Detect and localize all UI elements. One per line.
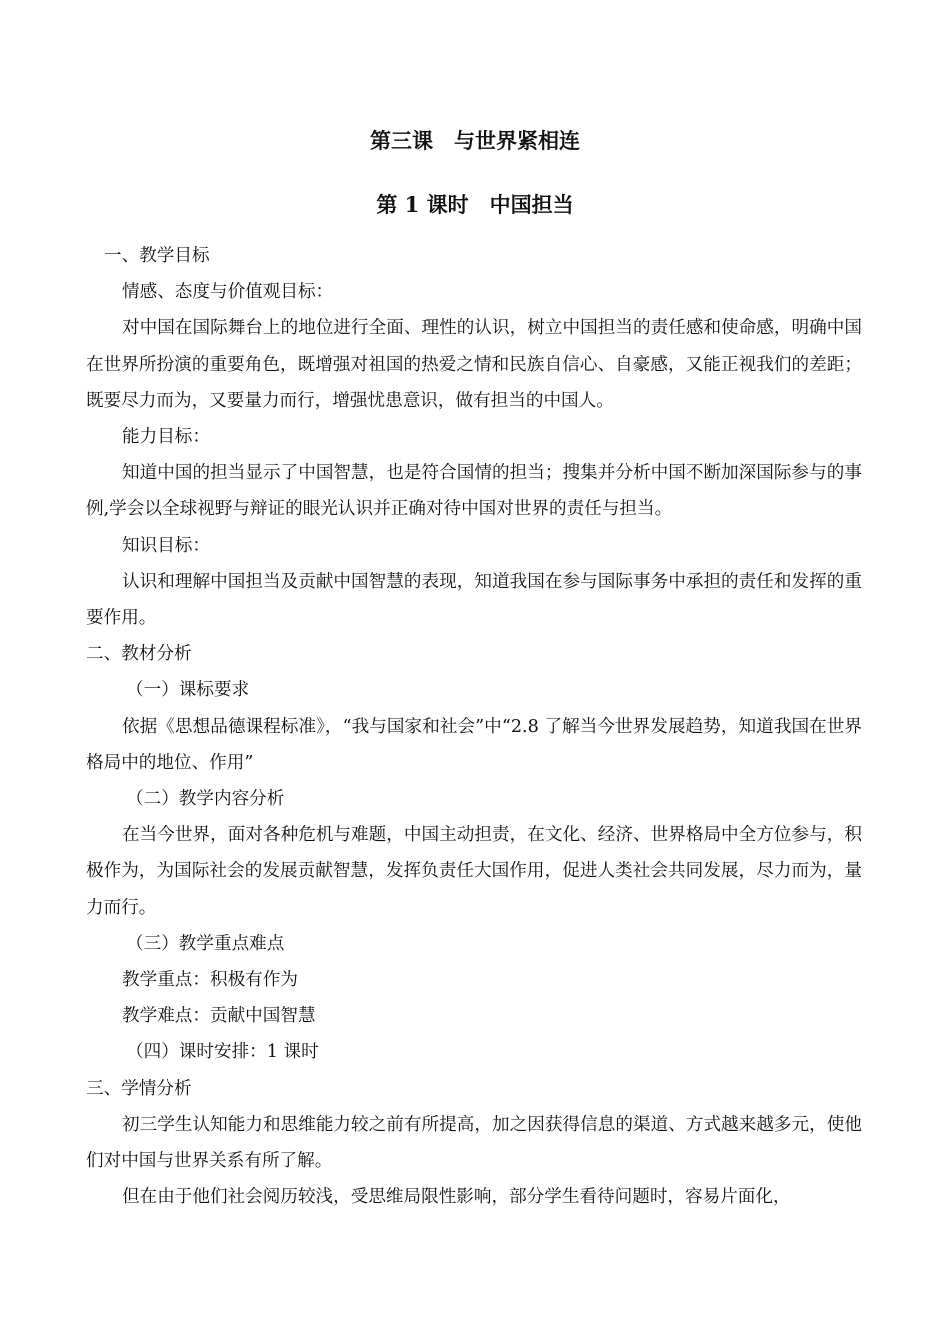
emotion-goal-label: 情感、态度与价值观目标：: [122, 282, 334, 303]
students-paragraph-2: 但在由于他们社会阅历较浅，受思维局限性影响，部分学生看待问题时，容易片面化，: [122, 1187, 791, 1208]
subsection-content-label: （二）教学内容分析: [126, 789, 285, 810]
section-heading-material: 二、教材分析: [86, 644, 192, 665]
subsection-standards-text: 依据《思想品德课程标准》，“我与国家和社会”中“2.8 了解当今世界发展趋势，知道我国在世界格局中的地位、作用”: [86, 716, 862, 773]
section-heading-students: 三、学情分析: [86, 1078, 192, 1099]
ability-goal-label: 能力目标：: [122, 427, 210, 448]
ability-goal-text: 知道中国的担当显示了中国智慧，也是符合国情的担当；搜集并分析中国不断加深国际参与的事例,学会以全球视野与辩证的眼光认识并正确对待中国对世界的责任与担当。: [86, 463, 862, 520]
students-paragraph-1: 初三学生认知能力和思维能力较之前有所提高，加之因获得信息的渠道、方式越来越多元，使他们对中国与世界关系有所了解。: [86, 1114, 862, 1172]
subsection-content-text: 在当今世界，面对各种危机与难题，中国主动担责，在文化、经济、世界格局中全方位参与，积极作为，为国际社会的发展贡献智慧，发挥负责任大国作用，促进人类社会共同发展，尽力而为，量力而行。: [86, 825, 862, 918]
knowledge-goal-label: 知识目标：: [122, 535, 210, 556]
emotion-goal-text: 对中国在国际舞台上的地位进行全面、理性的认识，树立中国担当的责任感和使命感，明确中国在世界所扮演的重要角色，既增强对祖国的热爱之情和民族自信心、自豪感，又能正视我们的差距；既要尽力而为，又要量力而行，增强忧患意识，做有担当的中国人。: [86, 318, 862, 411]
subsection-keypoints-label: （三）教学重点难点: [126, 933, 285, 954]
document-body: [86, 238, 862, 1215]
lesson-title: 第三课 与世界紧相连: [370, 128, 580, 153]
section-heading-goals: 一、教学目标: [104, 246, 210, 266]
knowledge-goal-text: 认识和理解中国担当及贡献中国智慧的表现，知道我国在参与国际事务中承担的责任和发挥的重要作用。: [86, 571, 862, 629]
subsection-standards-label: （一）课标要求: [126, 680, 250, 701]
subsection-schedule-label: （四）课时安排：1 课时: [126, 1042, 319, 1063]
key-point-text: 教学重点：积极有作为: [122, 970, 298, 991]
lesson-subtitle: 第 1 课时 中国担当: [376, 192, 574, 217]
difficult-point-text: 教学难点：贡献中国智慧: [122, 1006, 316, 1027]
